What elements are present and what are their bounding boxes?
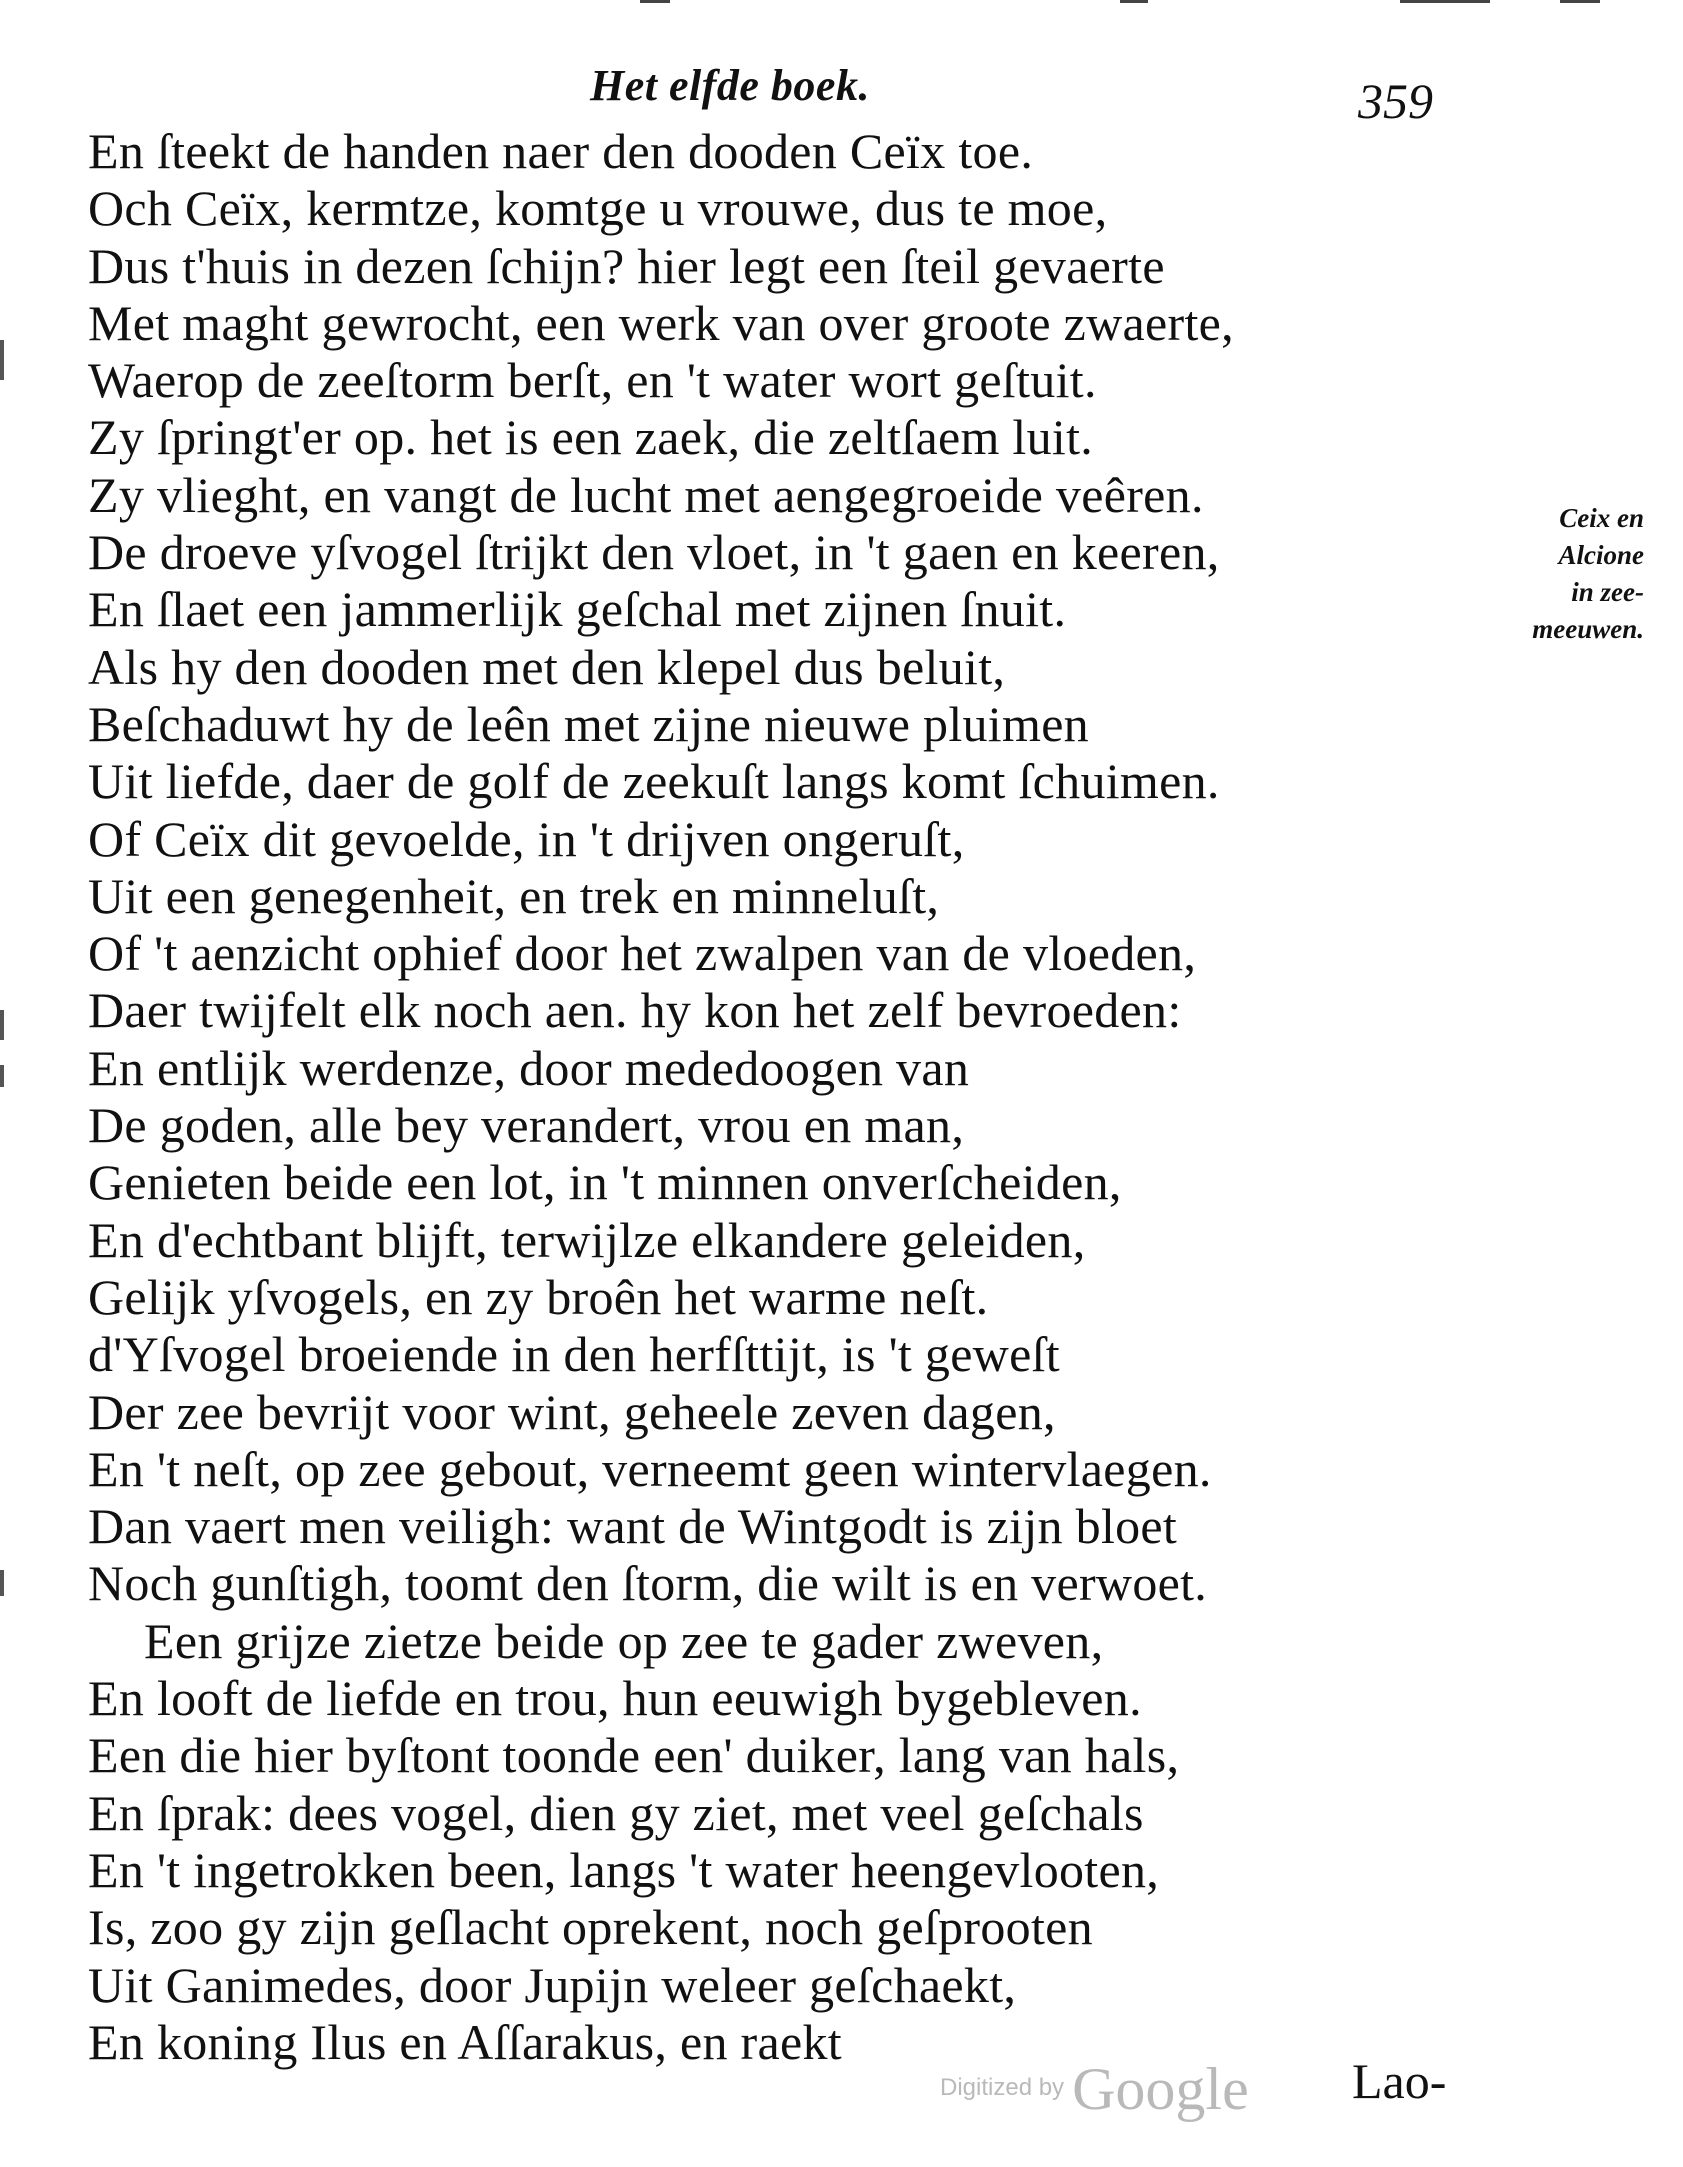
left-edge-mark <box>0 1570 4 1596</box>
poem-line: Een grijze zietze beide op zee te gader zweven, <box>144 1612 1104 1669</box>
poem-line: En koning Ilus en Aſſarakus, en raekt <box>88 2013 842 2070</box>
poem-line: De goden, alle bey verandert, vrou en man, <box>88 1097 965 1154</box>
poem-line: Dus t'huis in dezen ſchijn? hier legt een ſteil gevaerte <box>88 237 1165 294</box>
poem-line: Genieten beide een lot, in 't minnen onverſcheiden, <box>88 1154 1122 1211</box>
poem-line: En ſprak: dees vogel, dien gy ziet, met veel geſchals <box>88 1784 1144 1841</box>
poem-line: Met maght gewrocht, een werk van over groote zwaerte, <box>88 294 1234 351</box>
margin-note-line: Alcione <box>1558 540 1644 570</box>
running-header: Het elfde boek. <box>590 61 870 110</box>
poem-line: En ſteekt de handen naer den dooden Ceïx toe. <box>88 123 1034 179</box>
poem-line: En entlijk werdenze, door mededoogen van <box>88 1039 970 1096</box>
poem-line: Of 't aenzicht ophief door het zwalpen van de vloeden, <box>88 925 1197 982</box>
poem-line: En ſlaet een jammerlijk geſchal met zijnen ſnuit. <box>88 581 1067 638</box>
poem-line: Als hy den dooden met den klepel dus beluit, <box>88 638 1006 695</box>
poem-line: Daer twijfelt elk noch aen. hy kon het zelf bevroeden: <box>88 982 1182 1039</box>
digitization-watermark <box>940 2055 1249 2124</box>
margin-note-line: Ceix en <box>1559 503 1644 533</box>
poem-line: En d'echtbant blijft, terwijlze elkandere geleiden, <box>88 1211 1086 1268</box>
poem-line: d'Yſvogel broeiende in den herfſttijt, is 't geweſt <box>88 1326 1060 1383</box>
poem-line: Uit een genegenheit, en trek en minneluſt, <box>88 867 940 924</box>
top-edge-rule <box>0 0 1683 10</box>
margin-note-line: meeuwen. <box>1532 614 1644 644</box>
poem-line: Waerop de zeeſtorm berſt, en 't water wort geſtuit. <box>88 352 1097 409</box>
poem-line: En 't ingetrokken been, langs 't water heengevlooten, <box>88 1841 1160 1898</box>
poem-line: Een die hier byſtont toonde een' duiker, lang van hals, <box>88 1727 1180 1784</box>
poem-line: Zy ſpringt'er op. het is een zaek, die zeltſaem luit. <box>88 409 1094 466</box>
poem-line: Uit liefde, daer de golf de zeekuſt langs komt ſchuimen. <box>88 753 1220 810</box>
left-edge-mark <box>0 1065 4 1087</box>
poem-line: En 't neſt, op zee gebout, verneemt geen wintervlaegen. <box>88 1440 1212 1497</box>
poem-line: Uit Ganimedes, door Jupijn weleer geſchaekt, <box>88 1956 1017 2013</box>
poem-line: En looft de liefde en trou, hun eeuwigh bygebleven. <box>88 1670 1142 1727</box>
poem-line: De droeve yſvogel ſtrijkt den vloet, in 't gaen en keeren, <box>88 524 1220 581</box>
poem-line: Och Ceïx, kermtze, komtge u vrouwe, dus te moe, <box>88 180 1108 237</box>
poem-line: Zy vlieght, en vangt de lucht met aengegroeide veêren. <box>88 466 1204 523</box>
catchword: Lao- <box>1352 2053 1447 2109</box>
watermark-prefix: Digitized by <box>940 2074 1065 2101</box>
poem-text <box>88 123 1448 2071</box>
poem-line: Is, zoo gy zijn geſlacht oprekent, noch geſprooten <box>88 1899 1093 1956</box>
poem-line: Of Ceïx dit gevoelde, in 't drijven ongeruſt, <box>88 810 965 867</box>
left-edge-mark <box>0 1010 4 1040</box>
poem-line: Der zee bevrijt voor wint, geheele zeven dagen, <box>88 1383 1056 1440</box>
margin-note-line: in zee- <box>1571 577 1644 607</box>
page-number: 359 <box>1358 73 1433 129</box>
poem-line: Noch gunſtigh, toomt den ſtorm, die wilt is en verwoet. <box>88 1555 1208 1612</box>
watermark-brand: Google <box>1072 2056 1249 2122</box>
poem-line: Gelijk yſvogels, en zy broên het warme neſt. <box>88 1268 989 1325</box>
margin-note <box>1464 500 1644 648</box>
poem-line: Dan vaert men veiligh: want de Wintgodt is zijn bloet <box>88 1498 1178 1555</box>
poem-line: Beſchaduwt hy de leên met zijne nieuwe pluimen <box>88 695 1089 752</box>
left-edge-mark <box>0 340 4 380</box>
